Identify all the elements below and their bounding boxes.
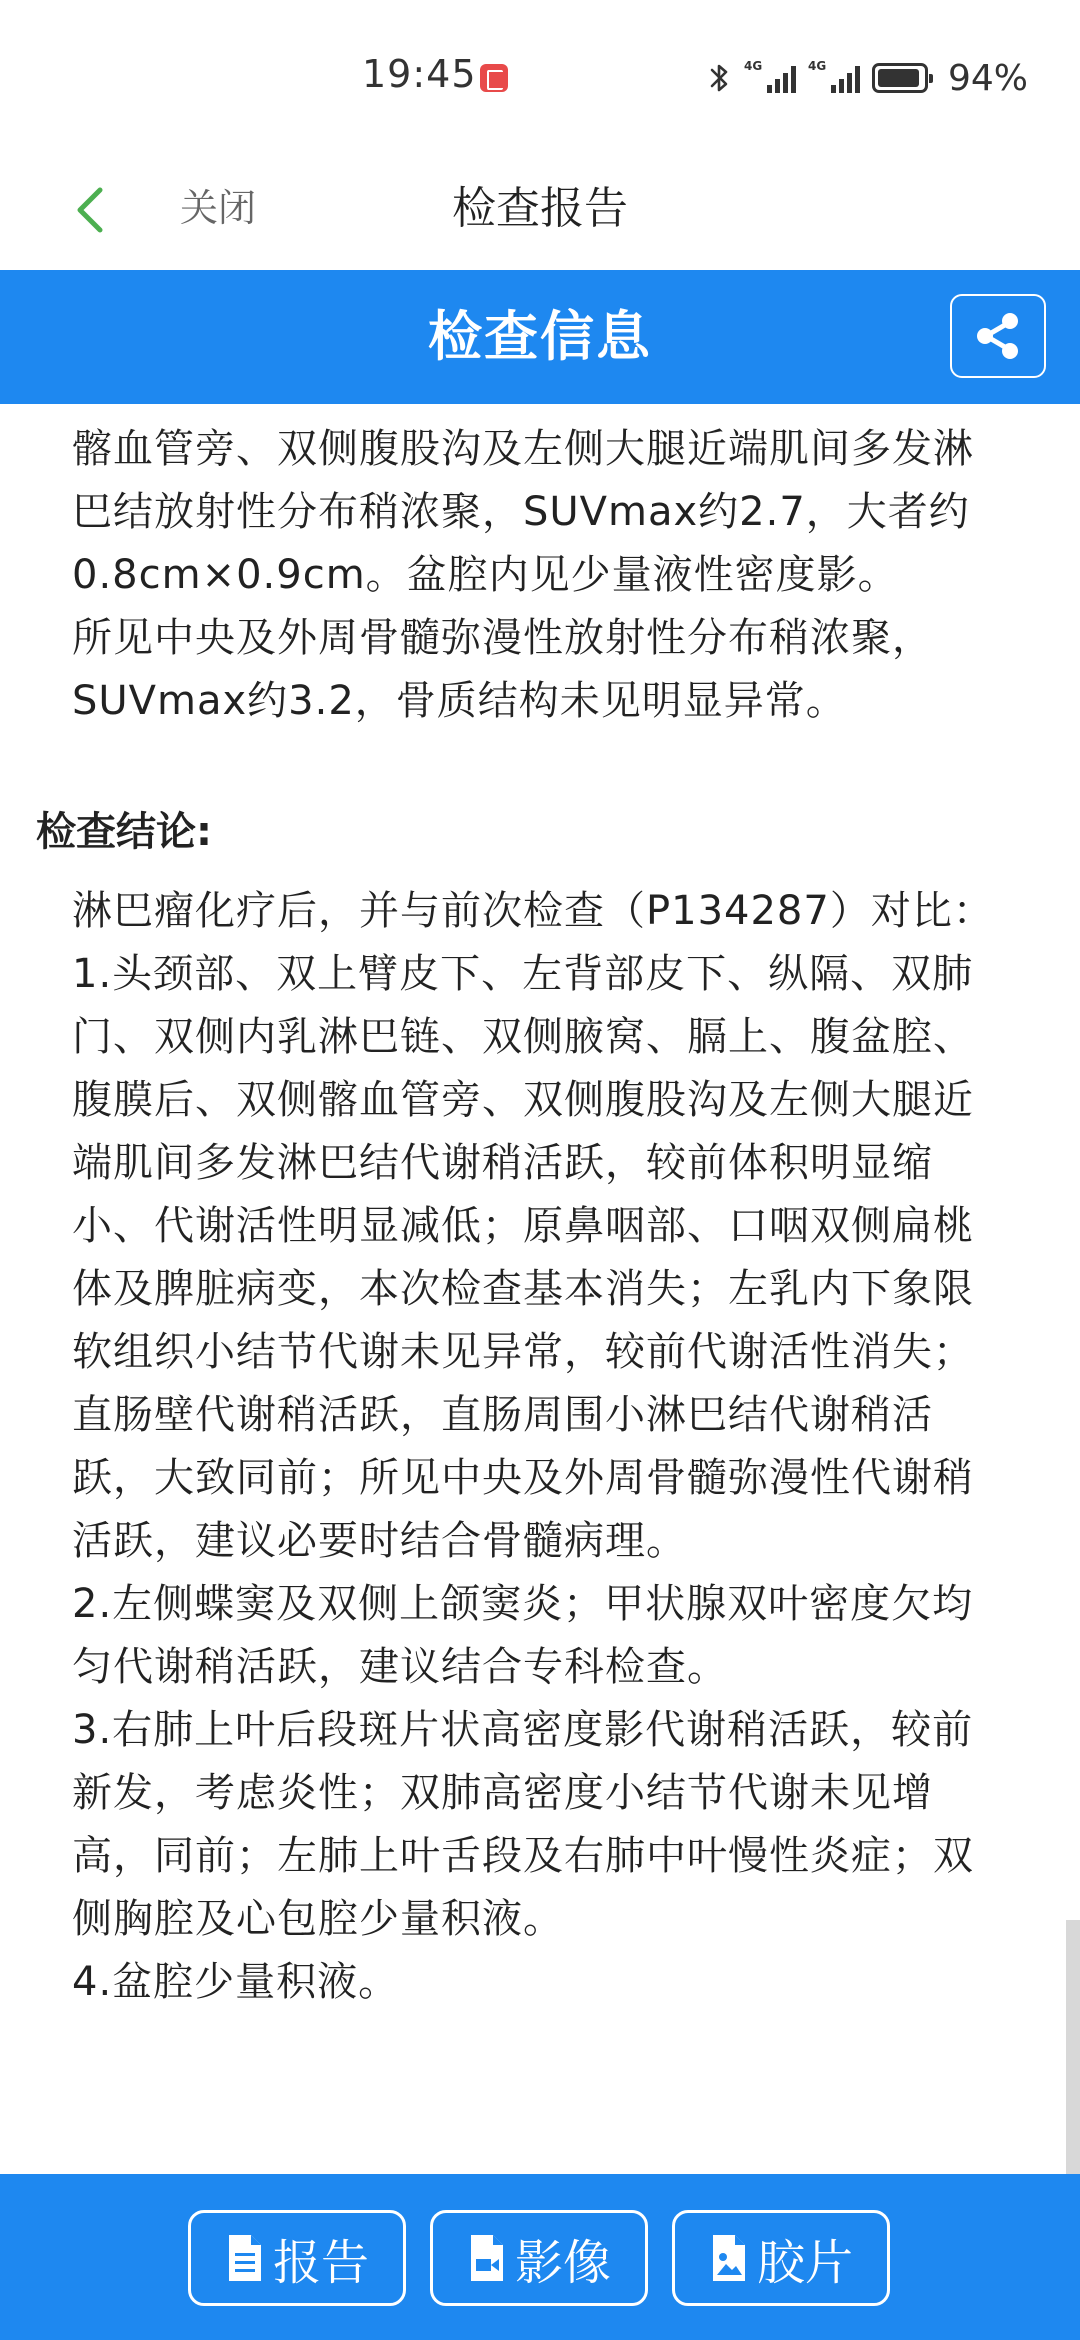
close-button[interactable]: 关闭 (180, 186, 257, 230)
imaging-button[interactable] (430, 2210, 648, 2306)
info-title: 检查信息 (428, 305, 652, 368)
bottom-toolbar (0, 2174, 1080, 2340)
top-header (0, 150, 1080, 270)
conclusion-paragraph: 1.头颈部、双上臂皮下、左背部皮下、纵隔、双肺门、双侧内乳淋巴链、双侧腋窝、膈上、腹盆腔、腹膜后、双侧髂血管旁、双侧腹股沟及左侧大腿近端肌间多发淋巴结代谢稍活跃，较前体积明显缩小、代谢活性明显减低；原鼻咽部、口咽双侧扁桃体及脾脏病变，本次检查基本消失；左乳内下象限软组织小结节代谢未见异常，较前代谢活性消失；直肠壁代谢稍活跃，直肠周围小淋巴结代谢稍活跃，大致同前；所见中央及外周骨髓弥漫性代谢稍活跃，建议必要时结合骨髓病理。 (72, 951, 974, 1564)
conclusion-paragraph: 2.左侧蝶窦及双侧上颌窦炎；甲状腺双叶密度欠均匀代谢稍活跃，建议结合专科检查。 (72, 1581, 974, 1690)
share-icon (970, 308, 1026, 364)
film-button[interactable] (672, 2210, 890, 2306)
video-file-icon (467, 2233, 507, 2283)
battery-fill (878, 69, 919, 87)
report-button[interactable] (188, 2210, 406, 2306)
status-time: 19:45 (362, 52, 477, 96)
findings-paragraph: 所见中央及外周骨髓弥漫性放射性分布稍浓聚，SUVmax约3.2，骨质结构未见明显异常。 (72, 615, 933, 724)
conclusion-paragraph: 4.盆腔少量积液。 (72, 1959, 400, 2005)
signal-icon-2 (808, 61, 860, 95)
battery-icon (872, 63, 928, 93)
conclusion-heading: 检查结论: (36, 809, 212, 855)
page-title: 检查报告 (452, 183, 628, 234)
imaging-button-label: 影像 (514, 2234, 611, 2291)
scrollbar[interactable] (1066, 1920, 1080, 2174)
findings-paragraph: 髂血管旁、双侧腹股沟及左侧大腿近端肌间多发淋巴结放射性分布稍浓聚，SUVmax约2.7，大者约0.8cm×0.9cm。盆腔内见少量液性密度影。 (72, 426, 974, 598)
battery-percent: 94% (947, 57, 1028, 99)
status-bar (0, 0, 1080, 150)
info-banner (0, 270, 1080, 404)
signal-label-1: 4G (743, 59, 763, 73)
notification-icon (480, 64, 508, 92)
conclusion-paragraph: 淋巴瘤化疗后，并与前次检查（P134287）对比： (72, 888, 994, 934)
bluetooth-icon (708, 61, 732, 95)
document-icon (225, 2233, 265, 2283)
signal-icon-1 (744, 61, 796, 95)
status-icons (708, 56, 1028, 100)
conclusion-text (72, 880, 1012, 2014)
findings-text (72, 418, 1012, 733)
image-file-icon (709, 2233, 749, 2283)
signal-label-2: 4G (807, 59, 827, 73)
film-button-label: 胶片 (756, 2234, 853, 2291)
share-button[interactable] (950, 294, 1046, 378)
report-button-label: 报告 (272, 2234, 369, 2291)
report-content[interactable] (0, 404, 1080, 2174)
conclusion-paragraph: 3.右肺上叶后段斑片状高密度影代谢稍活跃，较前新发，考虑炎性；双肺高密度小结节代谢未见增高，同前；左肺上叶舌段及右肺中叶慢性炎症；双侧胸腔及心包腔少量积液。 (72, 1707, 974, 1942)
